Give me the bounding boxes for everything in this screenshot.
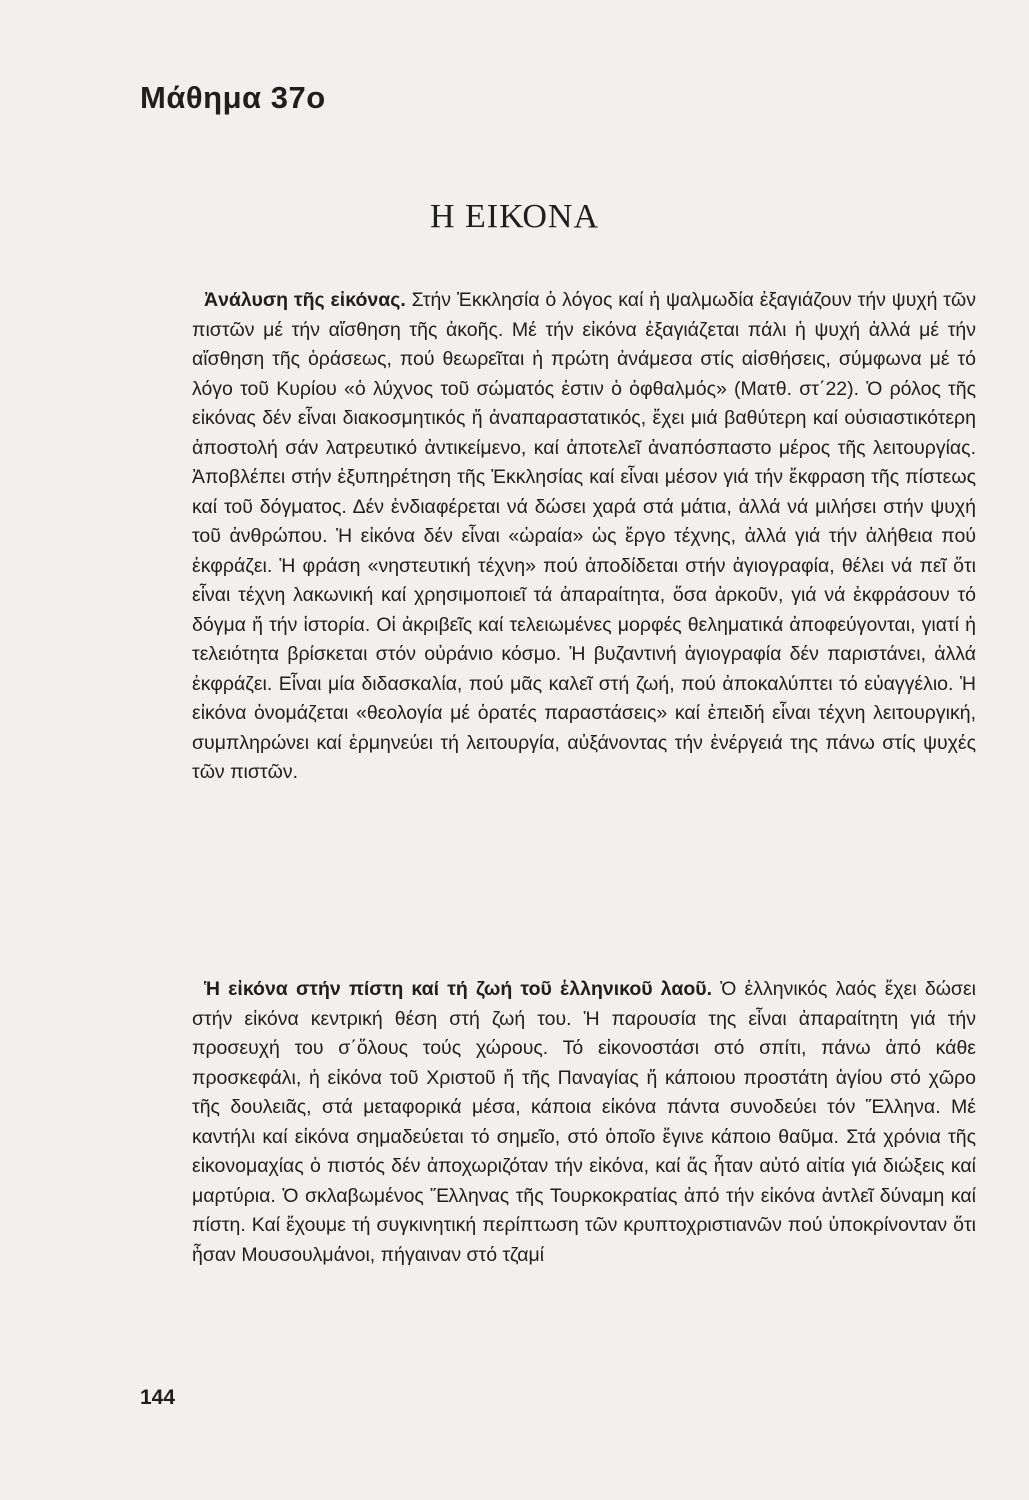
lesson-label: Μάθημα 37ο bbox=[140, 80, 326, 115]
paragraph-heading: Ἀνάλυση τῆς εἰκόνας. bbox=[204, 289, 406, 311]
page-number: 144 bbox=[140, 1386, 176, 1409]
paragraph-body: Στήν Ἐκκλησία ὁ λόγος καί ἡ ψαλμωδία ἐξαγιάζουν τήν ψυχή τῶν πιστῶν μέ τήν αἴσθηση τῆς ἀκοῆς. Μέ τήν εἰκόνα ἐξαγιάζεται πάλι ἡ ψυχή ἀλλά μέ τήν αἴσθηση τῆς ὁράσεως, πού θεωρεῖται ἡ πρώτη ἀνάμεσα στίς αἰσθήσεις, σύμφωνα μέ τό λόγο τοῦ Κυρίου «ὁ λύχνος τοῦ σώματός ἐστιν ὁ ὀφθαλμός» (Ματθ. στ΄22). Ὁ ρόλος τῆς εἰκόνας δέν εἶναι διακοσμητικός ἤ ἀναπαραστατικός, ἔχει μιά βαθύτερη καί οὐσιαστικότερη ἀποστολή σάν λατρευτικό ἀντικείμενο, καί ἀποτελεῖ ἀναπόσπαστο μέρος τῆς λειτουργίας. Ἀποβλέπει στήν ἐξυπηρέτηση τῆς Ἐκκλησίας καί εἶναι μέσον γιά τήν ἔκφραση τῆς πίστεως καί τοῦ δόγματος. Δέν ἐνδιαφέρεται νά δώσει χαρά στά μάτια, ἀλλά νά μιλήσει στήν ψυχή τοῦ ἀνθρώπου. Ἡ εἰκόνα δέν εἶναι «ὡραία» ὡς ἔργο τέχνης, ἀλλά γιά τήν ἀλήθεια πού ἐκφράζει. Ἡ φράση «νηστευτική τέχνη» πού ἀποδίδεται στήν ἁγιογραφία, θέλει νά πεῖ ὅτι εἶναι τέχνη λακωνική καί χρησιμοποιεῖ τά ἀπαραίτητα, ὅσα ἀρκοῦν, γιά νά ἐκφράσουν τό δόγμα ἤ τήν ἱστορία. Οἱ ἀκριβεῖς καί τελειωμένες μορφές θεληματικά ἀποφεύγονται, γιατί ἡ τελειότητα βρίσκεται στόν οὐράνιο κόσμο. Ἡ βυζαντινή ἁγιογραφία δέν παριστάνει, ἀλλά ἐκφράζει. Εἶναι μία διδασκαλία, πού μᾶς καλεῖ στή ζωή, πού ἀποκαλύπτει τό εὐαγγέλιο. Ἡ εἰκόνα ὀνομάζεται «θεολογία μέ ὁρατές παραστάσεις» καί ἐπειδή εἶναι τέχνη λειτουργική, συμπληρώνει καί ἑρμηνεύει τή λειτουργία, αὐξάνοντας τήν ἐνέργειά της πάνω στίς ψυχές τῶν πιστῶν. bbox=[192, 289, 976, 783]
paragraph-heading: Ἡ εἰκόνα στήν πίστη καί τή ζωή τοῦ ἑλληνικοῦ λαοῦ. bbox=[204, 978, 713, 1000]
paragraph-body: Ὁ ἑλληνικός λαός ἔχει δώσει στήν εἰκόνα κεντρική θέση στή ζωή του. Ἡ παρουσία της εἶναι ἀπαραίτητη γιά τήν προσευχή του σ΄ὅλους τούς χώρους. Τό εἰκονοστάσι στό σπίτι, πάνω ἀπό κάθε προσκεφάλι, ἡ εἰκόνα τοῦ Χριστοῦ ἤ τῆς Παναγίας ἤ κάποιου προστάτη ἁγίου στό χῶρο τῆς δουλειᾶς, στά μεταφορικά μέσα, κάποια εἰκόνα πάντα συνοδεύει τόν Ἕλληνα. Μέ καντήλι καί εἰκόνα σημαδεύεται τό σημεῖο, στό ὁποῖο ἔγινε κάποιο θαῦμα. Στά χρόνια τῆς εἰκονομαχίας ὁ πιστός δέν ἀποχωριζόταν τήν εἰκόνα, καί ἄς ἦταν αὐτό αἰτία γιά διώξεις καί μαρτύρια. Ὁ σκλαβωμένος Ἕλληνας τῆς Τουρκοκρατίας ἀπό τήν εἰκόνα ἀντλεῖ δύναμη καί πίστη. Καί ἔχουμε τή συγκινητική περίπτωση τῶν κρυπτοχριστιανῶν πού ὑποκρίνονταν ὅτι ἦσαν Μουσουλμάνοι, πήγαιναν στό τζαμί bbox=[192, 978, 976, 1266]
paragraph-icon-in-life bbox=[192, 975, 976, 1270]
chapter-title: Η ΕΙΚΟΝΑ bbox=[429, 198, 600, 235]
paragraph-image-analysis bbox=[192, 286, 976, 788]
